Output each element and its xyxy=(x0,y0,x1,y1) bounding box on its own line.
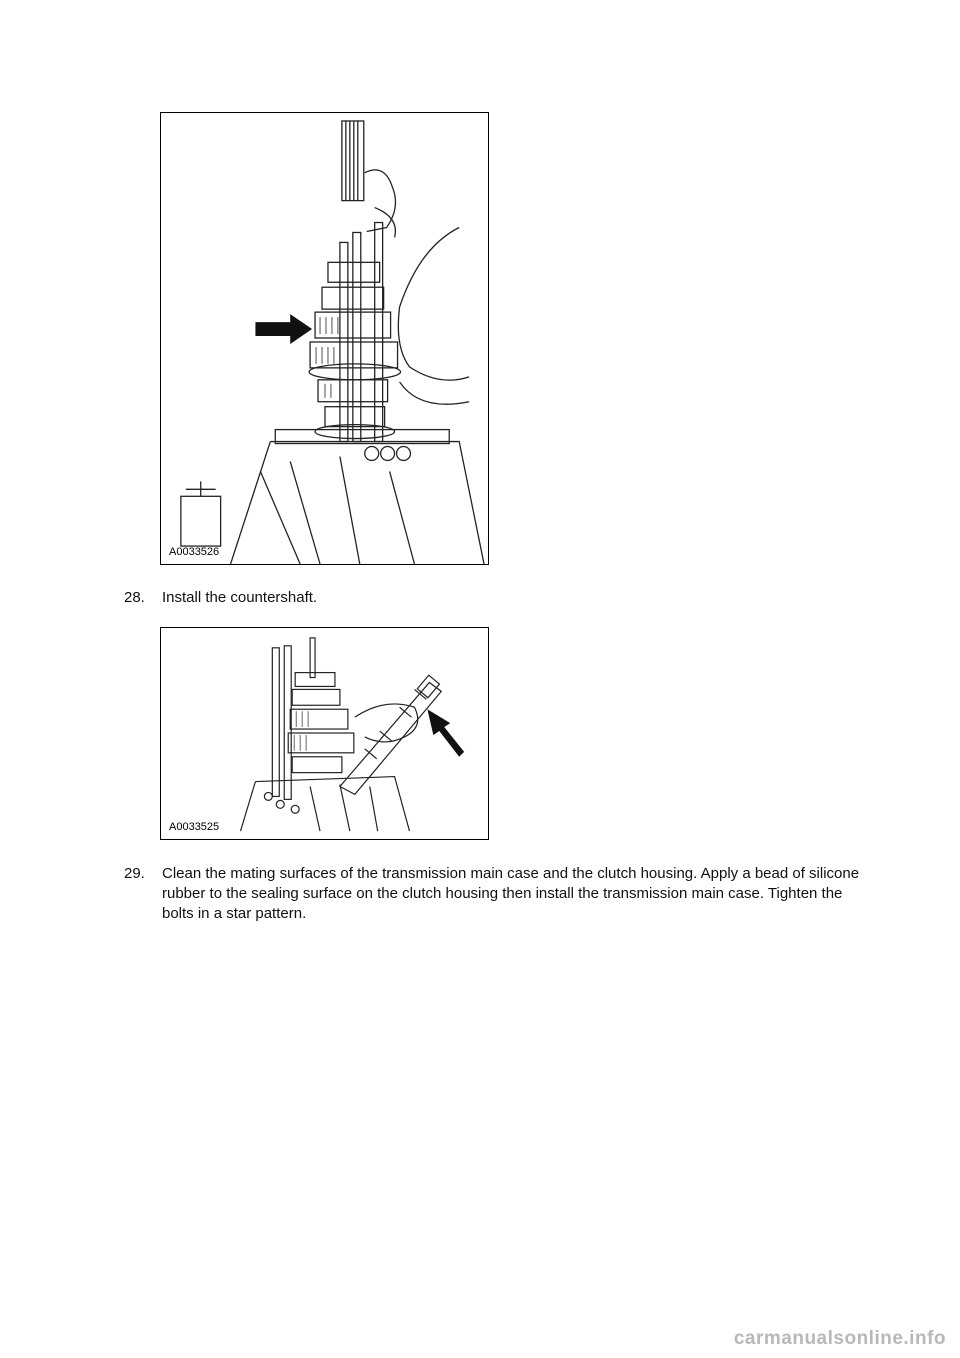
figure-code: A0033526 xyxy=(169,546,220,558)
watermark-footer: carmanualsonline.info xyxy=(733,1328,946,1349)
step-29 xyxy=(124,864,862,924)
figure-countershaft-install xyxy=(160,627,489,840)
figure-gear-shaft-assembly xyxy=(160,112,489,565)
step-number: 28. xyxy=(124,589,145,606)
step-28 xyxy=(124,588,862,608)
figure-code: A0033525 xyxy=(169,821,220,833)
countershaft-install-illustration xyxy=(161,628,488,839)
gear-shaft-assembly-illustration xyxy=(161,113,488,564)
step-number: 29. xyxy=(124,865,145,882)
step-text: Install the countershaft. xyxy=(162,589,318,606)
step-text: Clean the mating surfaces of the transmission main case and the clutch housing. Apply a bead of silicone rubber to the sealing surface on the clutch housing then install the transmission main case. Tighten the bolts in a star pattern. xyxy=(162,865,860,922)
